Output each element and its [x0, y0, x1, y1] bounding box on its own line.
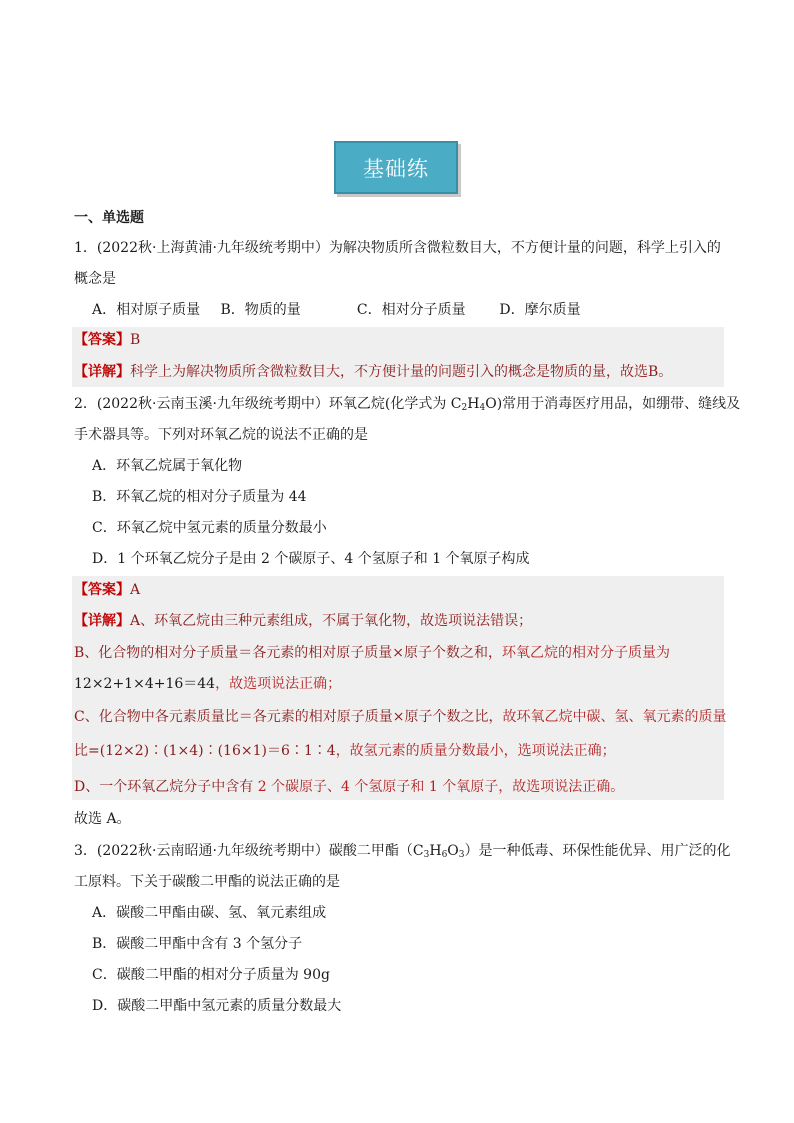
q1-detail	[74, 361, 672, 383]
q2-answer	[74, 579, 140, 601]
detail-text: ，故选项说法正确；	[215, 676, 342, 692]
section-heading: 一、单选题	[74, 210, 144, 226]
q2-conclusion: 故选 A。	[74, 811, 131, 827]
detail-text: D、一个环氧乙烷分子中含有	[74, 779, 258, 795]
q3-option-c[interactable]: C．碳酸二甲酯的相对分子质量为 90g	[92, 967, 330, 983]
answer-value: B	[130, 332, 141, 348]
detail-label: 【详解】	[74, 364, 130, 380]
subscript: 3	[458, 850, 465, 860]
detail-text: 环氧乙烷的相对分子质量为	[502, 645, 671, 661]
q2-detail-line3	[74, 673, 341, 695]
q1-options	[92, 299, 581, 321]
q2-option-b[interactable]: B．环氧乙烷的相对分子质量为 44	[92, 489, 307, 505]
detail-text: ，故氢元素的质量分数最小，选项说法正确；	[335, 743, 616, 759]
q1-answer	[74, 329, 140, 351]
answer-label: 【答案】	[74, 582, 130, 598]
q2-detail-line4	[74, 706, 726, 728]
page-title: 基础练	[334, 141, 458, 194]
q3-stem-line2: 工原料。下关于碳酸二甲酯的说法正确的是	[74, 874, 340, 890]
subscript: 2	[461, 403, 468, 413]
q1-option-c[interactable]: C．相对分子质量	[356, 302, 466, 318]
q2-option-d[interactable]: D．1 个环氧乙烷分子是由 2 个碳原子、4 个氢原子和 1 个氧原子构成	[92, 551, 530, 567]
subscript: 4	[479, 403, 486, 413]
detail-text: 故环氧乙烷中碳、氢、氧元素的质量	[502, 709, 727, 725]
q2-stem-line2: 手术器具等。下列对环氧乙烷的说法不正确的是	[74, 427, 368, 443]
q2-stem-part: 2．(2022秋·云南玉溪·九年级统考期中）环氧乙烷(化学式为 C	[74, 396, 462, 412]
formula: 12×2+1×4+16＝44	[74, 676, 216, 692]
q1-option-a[interactable]: A．相对原子质量	[92, 302, 201, 318]
detail-text: C、化合物中各元素质量比＝各元素的相对原子质量×原子个数之比，	[74, 709, 503, 725]
answer-value: A	[130, 582, 141, 598]
q2-stem-line1	[74, 393, 740, 419]
q2-stem-part: O)常用于消毒医疗用品，如绷带、缝线及	[485, 396, 741, 412]
q2-detail-line2	[74, 642, 670, 664]
q3-option-a[interactable]: A．碳酸二甲酯由碳、氢、氧元素组成	[92, 905, 327, 921]
q3-stem-part: ）是一种低毒、环保性能优异、用广泛的化	[464, 843, 731, 859]
q1-option-d[interactable]: D．摩尔质量	[499, 302, 581, 318]
detail-label: 【详解】	[74, 613, 130, 629]
q3-stem-part: H	[429, 843, 442, 859]
answer-label: 【答案】	[74, 332, 130, 348]
q1-stem-line2: 概念是	[74, 271, 116, 287]
q3-option-b[interactable]: B．碳酸二甲酯中含有 3 个氢分子	[92, 936, 303, 952]
detail-text: 科学上为解决物质所含微粒数目大，不方便计量的问题引入的概念是物质的量，故选B。	[130, 364, 673, 380]
q3-stem-line1	[74, 840, 731, 866]
q1-stem-line1: 1．(2022秋·上海黄浦·九年级统考期中）为解决物质所含微粒数目大，不方便计量的问题，科学上引入的	[74, 240, 721, 256]
detail-text: A、环氧乙烷由三种元素组成，不属于氧化物，故选项说法错误；	[130, 613, 533, 629]
q2-detail-line6	[74, 776, 624, 798]
detail-text: 2 个碳原子、4 个氢原子和 1 个氧原子，故选项说法正确。	[257, 779, 625, 795]
q2-stem-part: H	[467, 396, 480, 412]
subscript: 6	[441, 850, 448, 860]
q2-option-c[interactable]: C．环氧乙烷中氢元素的质量分数最小	[92, 520, 327, 536]
detail-text: B、化合物的相对分子质量＝各元素的相对原子质量×原子个数之和，	[74, 645, 503, 661]
q2-detail-line5	[74, 740, 616, 762]
q3-option-d[interactable]: D．碳酸二甲酯中氢元素的质量分数最大	[92, 998, 342, 1014]
subscript: 3	[423, 850, 430, 860]
q3-stem-part: O	[447, 843, 459, 859]
q2-detail-line1	[74, 610, 532, 632]
formula: 比=(12×2)∶(1×4)∶(16×1)＝6∶1∶4	[74, 743, 336, 759]
q2-option-a[interactable]: A．环氧乙烷属于氧化物	[92, 458, 243, 474]
q3-stem-part: 3．(2022秋·云南昭通·九年级统考期中）碳酸二甲酯（C	[74, 843, 424, 859]
q1-option-b[interactable]: B．物质的量	[220, 302, 301, 318]
